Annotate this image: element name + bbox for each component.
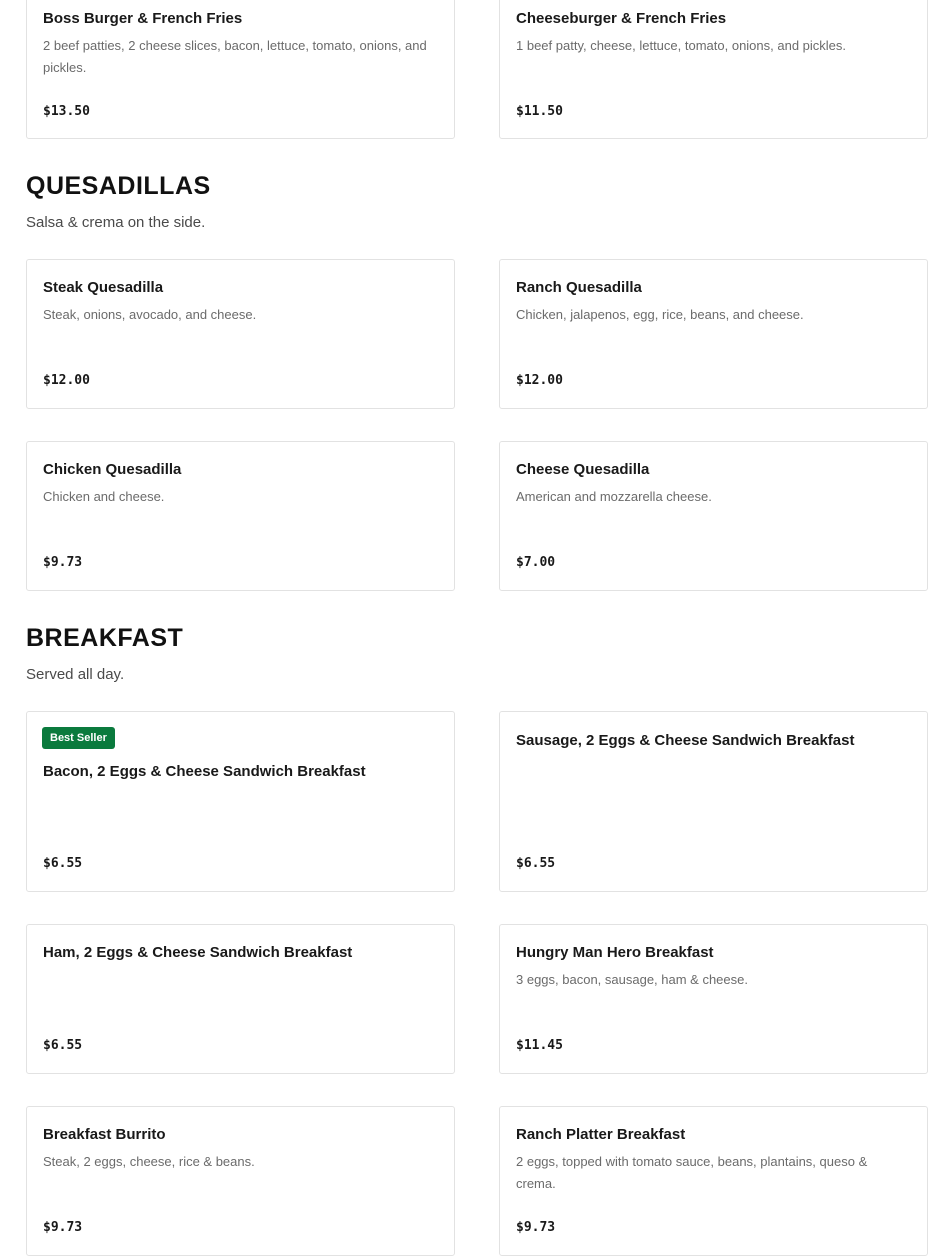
item-description: American and mozzarella cheese. — [516, 489, 712, 504]
item-description: Steak, onions, avocado, and cheese. — [43, 307, 257, 322]
menu-item-card[interactable] — [499, 924, 928, 1074]
menu-item-card[interactable] — [499, 441, 928, 591]
item-description: Steak, 2 eggs, cheese, rice & beans. — [43, 1154, 255, 1169]
menu-item-card[interactable] — [499, 0, 928, 139]
menu-item-card[interactable] — [26, 259, 455, 409]
item-description: 2 beef patties, 2 cheese slices, bacon, lettuce, tomato, onions, and pickles. — [43, 38, 427, 75]
item-name: Ranch Quesadilla — [516, 279, 642, 296]
item-name: Ranch Platter Breakfast — [516, 1126, 686, 1143]
menu-item-card[interactable] — [26, 0, 455, 139]
menu-item-card[interactable] — [26, 711, 455, 892]
item-price: $7.00 — [516, 555, 556, 570]
item-price: $6.55 — [43, 856, 83, 871]
item-name: Ham, 2 Eggs & Cheese Sandwich Breakfast — [43, 944, 353, 961]
menu-item-card[interactable] — [26, 924, 455, 1074]
item-price: $9.73 — [43, 1220, 83, 1235]
menu-item-card[interactable] — [26, 1106, 455, 1256]
item-name: Chicken Quesadilla — [43, 461, 182, 478]
section-subtitle-quesadillas: Salsa & crema on the side. — [26, 214, 206, 231]
menu-item-card[interactable] — [499, 1106, 928, 1256]
item-name: Boss Burger & French Fries — [43, 10, 243, 27]
item-description: 2 eggs, topped with tomato sauce, beans, plantains, queso & crema. — [516, 1154, 868, 1191]
item-name: Breakfast Burrito — [43, 1126, 166, 1143]
item-name: Bacon, 2 Eggs & Cheese Sandwich Breakfast — [43, 763, 366, 780]
item-name: Steak Quesadilla — [43, 279, 164, 296]
item-price: $11.50 — [516, 104, 563, 119]
item-description: Chicken and cheese. — [43, 489, 165, 504]
item-price: $6.55 — [516, 856, 556, 871]
menu-item-card[interactable] — [499, 711, 928, 892]
section-subtitle-breakfast: Served all day. — [26, 666, 125, 683]
section-title-breakfast: BREAKFAST — [26, 624, 184, 652]
item-price: $9.73 — [516, 1220, 556, 1235]
menu-item-card[interactable] — [499, 259, 928, 409]
best-seller-badge: Best Seller — [42, 727, 115, 749]
item-price: $12.00 — [43, 373, 90, 388]
item-name: Cheese Quesadilla — [516, 461, 650, 478]
item-price: $6.55 — [43, 1038, 83, 1053]
item-name: Hungry Man Hero Breakfast — [516, 944, 714, 961]
item-price: $12.00 — [516, 373, 563, 388]
item-description: Chicken, jalapenos, egg, rice, beans, and cheese. — [516, 307, 804, 322]
item-description: 1 beef patty, cheese, lettuce, tomato, onions, and pickles. — [516, 38, 847, 53]
item-name: Sausage, 2 Eggs & Cheese Sandwich Breakfast — [516, 732, 855, 749]
item-price: $9.73 — [43, 555, 83, 570]
item-price: $11.45 — [516, 1038, 563, 1053]
item-description: 3 eggs, bacon, sausage, ham & cheese. — [516, 972, 748, 987]
section-title-quesadillas: QUESADILLAS — [26, 172, 211, 200]
item-name: Cheeseburger & French Fries — [516, 10, 727, 27]
menu-item-card[interactable] — [26, 441, 455, 591]
item-price: $13.50 — [43, 104, 90, 119]
